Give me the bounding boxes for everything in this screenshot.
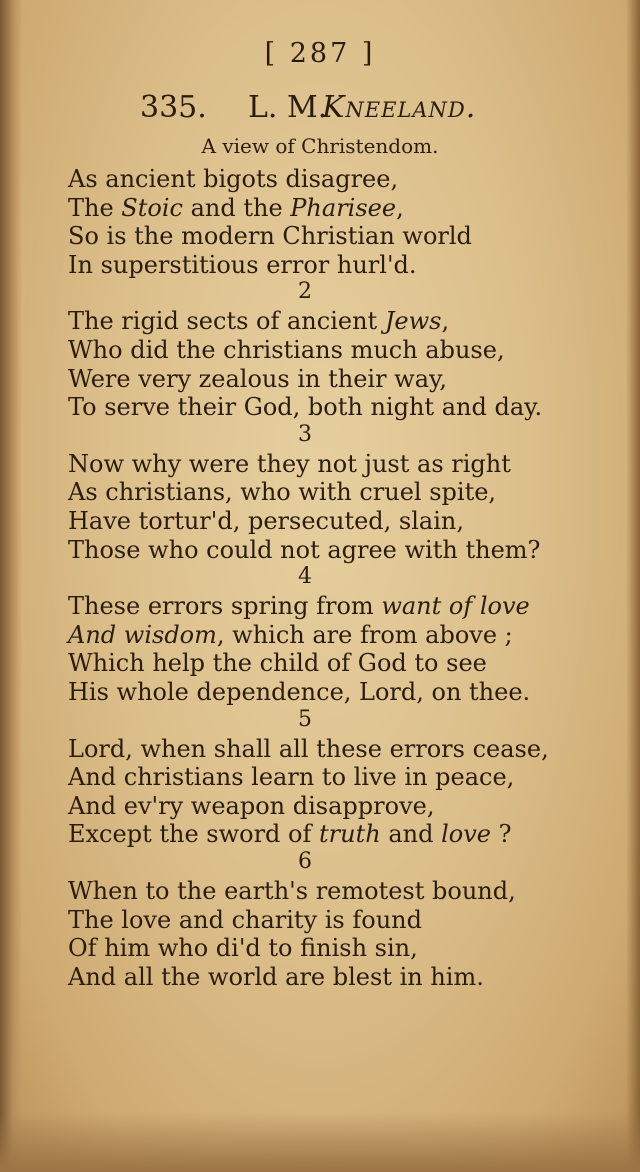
verse-text: Those who could not agree with them? (68, 535, 541, 564)
verse-line (68, 536, 540, 564)
verse-text: , which are from above ; (216, 620, 513, 649)
verse-text: Lord, when shall all these errors cease, (68, 734, 549, 763)
stanza-number: 4 (298, 564, 312, 590)
verse-line (68, 934, 418, 962)
verse-text: In superstitious error hurl'd. (68, 250, 417, 279)
verse-line (68, 763, 514, 791)
page-edge-shadow (0, 1112, 640, 1172)
verse-text: Of him who di'd to finish sin, (68, 934, 418, 963)
verse-text: His whole dependence, Lord, on thee. (68, 678, 531, 706)
hymn-title: A view of Christendom. (201, 134, 439, 158)
verse-text: and the (182, 193, 291, 222)
verse-text: , (396, 193, 404, 222)
verse-line (68, 906, 422, 934)
verse-line (68, 365, 447, 393)
hymn-tune: Kneeland. (322, 90, 477, 125)
stanza-number: 5 (298, 706, 312, 732)
verse-text: As christians, who with cruel spite, (68, 478, 497, 507)
verse-line (68, 222, 472, 250)
stanza-number: 2 (298, 279, 312, 305)
verse-text: The love and charity is found (68, 905, 422, 934)
verse-line (68, 877, 516, 905)
verse-text: So is the modern Christian world (68, 222, 472, 251)
verse-line (68, 507, 464, 535)
italic-text: want of love (381, 592, 530, 621)
verse-text: Have tortur'd, persecuted, slain, (68, 507, 464, 535)
stanza-number: 6 (298, 849, 312, 874)
hymn-number: 335. (140, 90, 207, 125)
verse-text: and (380, 820, 442, 849)
verse-line (68, 478, 496, 506)
verse-line (68, 165, 398, 193)
verse-text: As ancient bigots disagree, (68, 165, 399, 193)
verse-line (68, 735, 549, 763)
verse-text: And christians learn to live in peace, (68, 763, 515, 792)
verse-text: And all the world are blest in him. (68, 962, 484, 991)
verse-line (68, 307, 449, 335)
verse-text: Except the sword of (68, 820, 320, 849)
verse-line (68, 450, 511, 478)
verse-text: When to the earth's remotest bound, (68, 877, 516, 905)
verse-line (68, 649, 487, 677)
verse-text: Now why were they not just as right (68, 449, 511, 478)
italic-text: truth (319, 820, 381, 849)
verse-text: These errors spring from (68, 592, 382, 621)
verse-text: , (441, 307, 450, 336)
verse-line (68, 621, 513, 649)
hymn-meter: L. M. (248, 90, 328, 125)
verse-line (68, 336, 505, 364)
verse-line (68, 963, 484, 991)
verse-text: To serve their God, both night and day. (68, 393, 543, 422)
verse-line (68, 194, 404, 222)
verse-line (68, 820, 511, 848)
page-edge-shadow (626, 0, 640, 1172)
verse-text: Which help the child of God to see (68, 649, 487, 678)
italic-text: And wisdom (68, 620, 217, 649)
italic-text: Stoic (121, 193, 183, 222)
verse-text: And ev'ry weapon disapprove, (68, 791, 435, 820)
verse-line (68, 678, 530, 706)
verse-line (68, 251, 417, 279)
italic-text: love (441, 820, 491, 849)
verse-line (68, 792, 434, 820)
verse-text: ? (490, 820, 512, 849)
verse-text: Who did the christians much abuse, (68, 336, 505, 364)
page-number: [ 287 ] (264, 38, 376, 69)
verse-line (68, 393, 542, 421)
verse-text: The rigid sects of ancient (68, 307, 385, 336)
italic-text: Jews (384, 307, 442, 336)
verse-text: The (68, 193, 122, 222)
stanza-number: 3 (298, 421, 312, 447)
italic-text: Pharisee (290, 193, 397, 222)
verse-line (68, 592, 530, 620)
verse-text: Were very zealous in their way, (68, 364, 448, 393)
